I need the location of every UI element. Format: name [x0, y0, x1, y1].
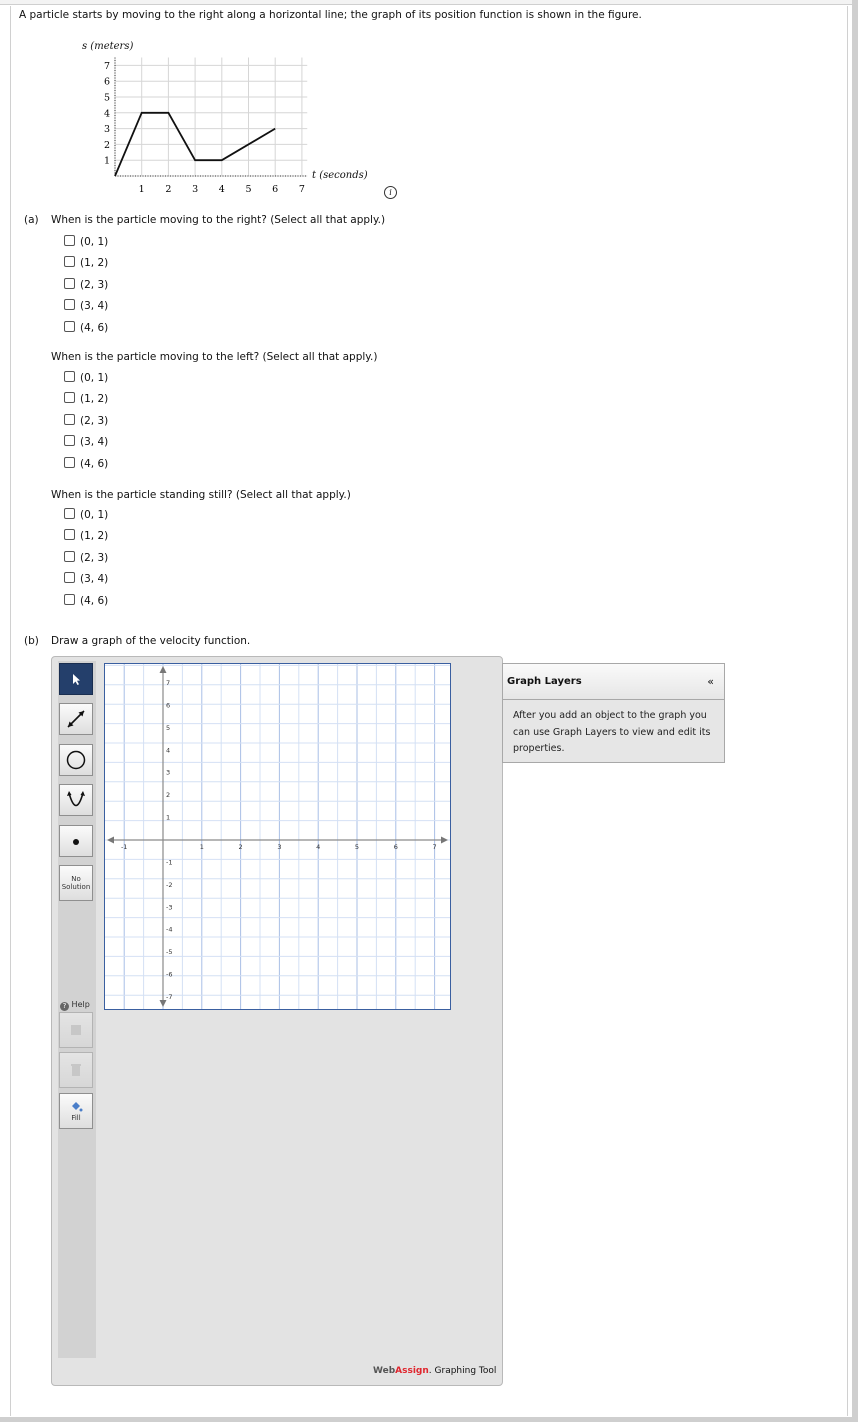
checkbox[interactable] — [64, 371, 75, 382]
brand-dot: . — [428, 1366, 432, 1376]
option-label: (2, 3) — [80, 414, 109, 427]
still-option[interactable] — [64, 572, 108, 585]
option-label: (1, 2) — [80, 530, 109, 543]
still-option[interactable] — [64, 551, 108, 564]
velocity-plot-area[interactable] — [104, 663, 451, 1010]
still-option[interactable] — [64, 508, 108, 521]
still-option[interactable] — [64, 594, 108, 607]
webassign-branding — [373, 1366, 496, 1376]
left-option[interactable] — [64, 392, 108, 405]
collapse-layers-button[interactable]: « — [707, 675, 714, 688]
y-tick-label: 7 — [103, 60, 110, 72]
right-option[interactable] — [64, 235, 108, 248]
checkbox[interactable] — [64, 594, 75, 605]
brand-graphing-tool: Graphing Tool — [434, 1366, 497, 1376]
y-tick-label: 5 — [166, 723, 171, 732]
x-tick-label: 4 — [316, 843, 321, 851]
parabola-icon — [64, 788, 88, 812]
x-tick-label: 6 — [393, 843, 398, 851]
option-label: (1, 2) — [80, 257, 109, 270]
help-icon: ? — [60, 1002, 69, 1011]
right-option[interactable] — [64, 299, 108, 312]
left-option[interactable] — [64, 435, 108, 448]
point-icon — [64, 829, 88, 853]
checkbox[interactable] — [64, 278, 75, 289]
option-label: (2, 3) — [80, 278, 109, 291]
no-solution-button[interactable] — [59, 865, 93, 901]
y-tick-label: 4 — [103, 108, 110, 120]
checkbox[interactable] — [64, 256, 75, 267]
option-label: (1, 2) — [80, 393, 109, 406]
checkbox[interactable] — [64, 572, 75, 583]
option-label: (4, 6) — [80, 594, 109, 607]
fill-label: Fill — [71, 1114, 81, 1122]
bottom-border — [0, 1417, 858, 1422]
y-tick-label: -2 — [166, 880, 173, 889]
option-label: (0, 1) — [80, 372, 109, 384]
option-label: (2, 3) — [80, 551, 109, 564]
question-intro: A particle starts by moving to the right along a horizontal line; the graph of its position function is shown in the figure. — [19, 9, 642, 21]
option-label: (3, 4) — [80, 573, 109, 586]
x-tick-label: 4 — [218, 184, 225, 195]
brand-assign: Assign — [395, 1366, 429, 1376]
option-label: (4, 6) — [80, 457, 109, 470]
checkbox[interactable] — [64, 551, 75, 562]
checkbox[interactable] — [64, 321, 75, 332]
velocity-prompt: Draw a graph of the velocity function. — [51, 635, 251, 647]
y-tick-label: 6 — [166, 701, 171, 710]
y-tick-label: 1 — [166, 813, 171, 822]
checkbox[interactable] — [64, 299, 75, 310]
brand-web: Web — [373, 1366, 396, 1376]
circle-tool-button[interactable] — [59, 744, 93, 776]
parabola-tool-button[interactable] — [59, 784, 93, 816]
grid-icon — [69, 1023, 83, 1037]
y-tick-label: 3 — [166, 768, 171, 777]
still-option[interactable] — [64, 529, 108, 542]
y-tick-label: 6 — [103, 76, 110, 88]
y-tick-label: -1 — [166, 858, 173, 867]
line-tool-button[interactable] — [59, 703, 93, 735]
no-solution-label-line1: No — [71, 875, 81, 883]
left-option[interactable] — [64, 371, 108, 384]
pointer-arrow-icon — [69, 672, 83, 686]
trash-icon — [69, 1062, 83, 1078]
y-tick-label: -7 — [166, 992, 173, 1001]
delete-tool-button[interactable] — [59, 1052, 93, 1088]
x-tick-label: 7 — [298, 184, 305, 195]
layer-tool-button[interactable] — [59, 1012, 93, 1048]
x-tick-label: -1 — [120, 843, 128, 851]
help-label: Help — [71, 1000, 90, 1009]
option-label: (3, 4) — [80, 436, 109, 449]
graph-layers-title: Graph Layers — [507, 676, 582, 687]
checkbox[interactable] — [64, 529, 75, 540]
y-tick-label: -6 — [166, 970, 173, 979]
option-label: (0, 1) — [80, 509, 109, 521]
x-tick-label: 3 — [277, 843, 282, 851]
y-axis-arrow-down — [160, 1000, 167, 1007]
checkbox[interactable] — [64, 435, 75, 446]
y-tick-label: 7 — [166, 679, 171, 688]
x-tick-label: 2 — [238, 843, 243, 851]
y-tick-label: 5 — [103, 92, 110, 104]
graph-layers-panel — [502, 663, 725, 763]
line-segment-icon — [64, 707, 88, 731]
x-tick-label: 1 — [199, 843, 204, 851]
question-still: When is the particle standing still? (Select all that apply.) — [51, 489, 351, 501]
x-axis-arrow-right — [441, 837, 448, 844]
x-tick-label: 7 — [432, 843, 437, 851]
circle-icon — [64, 748, 88, 772]
option-label: (0, 1) — [80, 236, 109, 248]
y-tick-label: 1 — [103, 155, 110, 167]
option-label: (3, 4) — [80, 300, 109, 313]
x-tick-label: 6 — [272, 184, 279, 195]
part-b-label: (b) — [24, 635, 39, 647]
right-option[interactable] — [64, 278, 108, 291]
x-axis-arrow-left — [107, 837, 114, 844]
no-solution-label-line2: Solution — [61, 883, 91, 891]
x-tick-label: 1 — [138, 184, 145, 195]
velocity-grid — [105, 664, 450, 1009]
left-option[interactable] — [64, 414, 108, 427]
x-axis-label: t (seconds) — [312, 170, 368, 181]
select-tool-button[interactable] — [59, 663, 93, 695]
position-graph — [0, 0, 858, 220]
y-tick-label: 2 — [103, 139, 110, 151]
checkbox[interactable] — [64, 508, 75, 519]
checkbox[interactable] — [64, 414, 75, 425]
y-tick-label: 4 — [166, 746, 171, 755]
y-tick-label: 2 — [166, 791, 171, 800]
fill-tool-button[interactable] — [59, 1093, 93, 1129]
help-link[interactable] — [60, 1000, 90, 1011]
graph-layers-help-text: After you add an object to the graph you can use Graph Layers to view and edit its properties. — [513, 710, 711, 754]
x-tick-label: 5 — [354, 843, 360, 851]
question-right: When is the particle moving to the right? (Select all that apply.) — [51, 214, 386, 226]
y-axis-arrow-up — [160, 666, 167, 673]
part-a-label: (a) — [24, 214, 39, 226]
left-option[interactable] — [64, 457, 108, 470]
y-tick-label: -3 — [166, 903, 173, 912]
option-label: (4, 6) — [80, 321, 109, 334]
paint-bucket-icon — [69, 1100, 83, 1114]
x-tick-label: 5 — [245, 184, 252, 195]
point-tool-button[interactable] — [59, 825, 93, 857]
x-tick-label: 2 — [165, 184, 172, 195]
checkbox[interactable] — [64, 392, 75, 403]
checkbox[interactable] — [64, 457, 75, 468]
y-tick-label: -5 — [166, 948, 173, 957]
info-icon[interactable]: i — [384, 186, 397, 199]
x-tick-label: 3 — [192, 184, 199, 195]
y-tick-label: -4 — [166, 925, 173, 934]
right-option[interactable] — [64, 321, 108, 334]
right-option[interactable] — [64, 256, 108, 269]
y-axis-label: s (meters) — [82, 41, 134, 52]
graph-layers-header — [503, 664, 724, 700]
y-tick-label: 3 — [103, 124, 110, 136]
checkbox[interactable] — [64, 235, 75, 246]
question-left: When is the particle moving to the left? (Select all that apply.) — [51, 351, 378, 363]
